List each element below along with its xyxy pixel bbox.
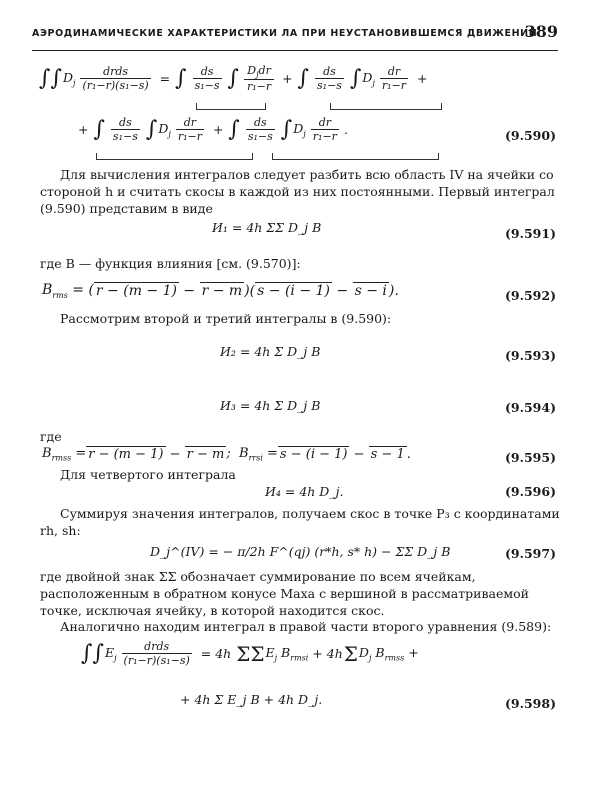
equation-number: (9.592) [505, 288, 556, 303]
page-number: 389 [524, 22, 558, 41]
paragraph: где двойной знак ΣΣ обозначает суммирование по всем ячейкам, расположенным в обратном конусе Маха с вершиной в рассматриваемой точке, исключая ячейку, в которой находится скос. [40, 569, 529, 618]
underbrace-i4 [272, 153, 439, 160]
equation-number: (9.595) [505, 450, 556, 465]
formula-9592: $B_{rms}$ = ( r − (m − 1) − r − m )( s − (i − 1) − s − i ). [42, 282, 399, 300]
paragraph: где [40, 429, 62, 444]
formula-9590-line2: + ∫ $\frac{ds}{\text{s₁−s}}$ ∫ $D_j$ $\frac{dr}{\text{r₁−r}}$ + ∫ $\frac{ds}{\text{s₁−s}}$ ∫ $D_j$ $\frac{dr}{\text{r₁−r}}$ . [78, 116, 348, 143]
paragraph: Для четвертого интеграла [60, 467, 236, 482]
paragraph: Суммируя значения интегралов, получаем скос в точке P₃ с координатами rh, sh: [40, 506, 560, 538]
underbrace-i2 [330, 103, 442, 110]
running-header [32, 24, 558, 51]
paragraph: Аналогично находим интеграл в правой части второго уравнения (9.589): [60, 619, 552, 634]
underbrace-i3 [96, 153, 253, 160]
equation-number: (9.597) [505, 546, 556, 561]
equation-number: (9.593) [505, 348, 556, 363]
formula-9593: И₂ = 4h Σ D_j B [220, 344, 321, 359]
header-title: АЭРОДИНАМИЧЕСКИЕ ХАРАКТЕРИСТИКИ ЛА ПРИ НЕУСТАНОВИВШЕМСЯ ДВИЖЕНИИ [32, 28, 538, 39]
equation-number: (9.596) [505, 484, 556, 499]
equation-number: (9.591) [505, 226, 556, 241]
formula-9595: $B_{rmss}$ = r − (m − 1) − r − m ; $B_{rrsi}$ = s − (i − 1) − s − 1 . [42, 446, 411, 463]
formula-9591: И₁ = 4h ΣΣ D_j B [212, 220, 322, 235]
formula-9598-line2: + 4h Σ E_j B + 4h D_j. [180, 692, 323, 707]
paragraph: где B — функция влияния [см. (9.570)]: [40, 256, 301, 271]
equation-number: (9.590) [505, 128, 556, 143]
formula-9597: D_j^(IV) = − π/2h F^(qj) (r*h, s* h) − ΣΣ D_j B [150, 544, 451, 559]
equation-number: (9.594) [505, 400, 556, 415]
formula-9594: И₃ = 4h Σ D_j B [220, 398, 321, 413]
formula-9590-line1: ∫∫ $D_j$ $\frac{\text{drds}}{\text{(r₁−r)(s₁−s)}}$ = ∫ $\frac{ds}{\text{s₁−s}}$ ∫ $\frac{D_jdr}{\text{r₁−r}}$ + ∫ $\frac{ds}{\text{s₁−s}}$ ∫ $D_j$ $\frac{dr}{\text{r₁−r}}$ + [39, 64, 428, 94]
formula-9598-line1: ∫∫ $E_j$ $\frac{\text{drds}}{\text{(r₁−r)(s₁−s)}}$ = 4h ΣΣ $E_j$ $B_{rmsi}$ + 4h Σ $D_j$ $B_{rmss}$ + [81, 640, 419, 667]
equation-number: (9.598) [505, 696, 556, 711]
paragraph: Для вычисления интегралов следует разбить всю область IV на ячейки со стороной h и считать скосы в каждой из них постоянными. Первый интеграл (9.590) представим в виде [40, 167, 555, 216]
paragraph: Рассмотрим второй и третий интегралы в (9.590): [60, 311, 392, 326]
formula-9596: И₄ = 4h D_j. [265, 484, 344, 499]
underbrace-i1 [196, 103, 266, 110]
